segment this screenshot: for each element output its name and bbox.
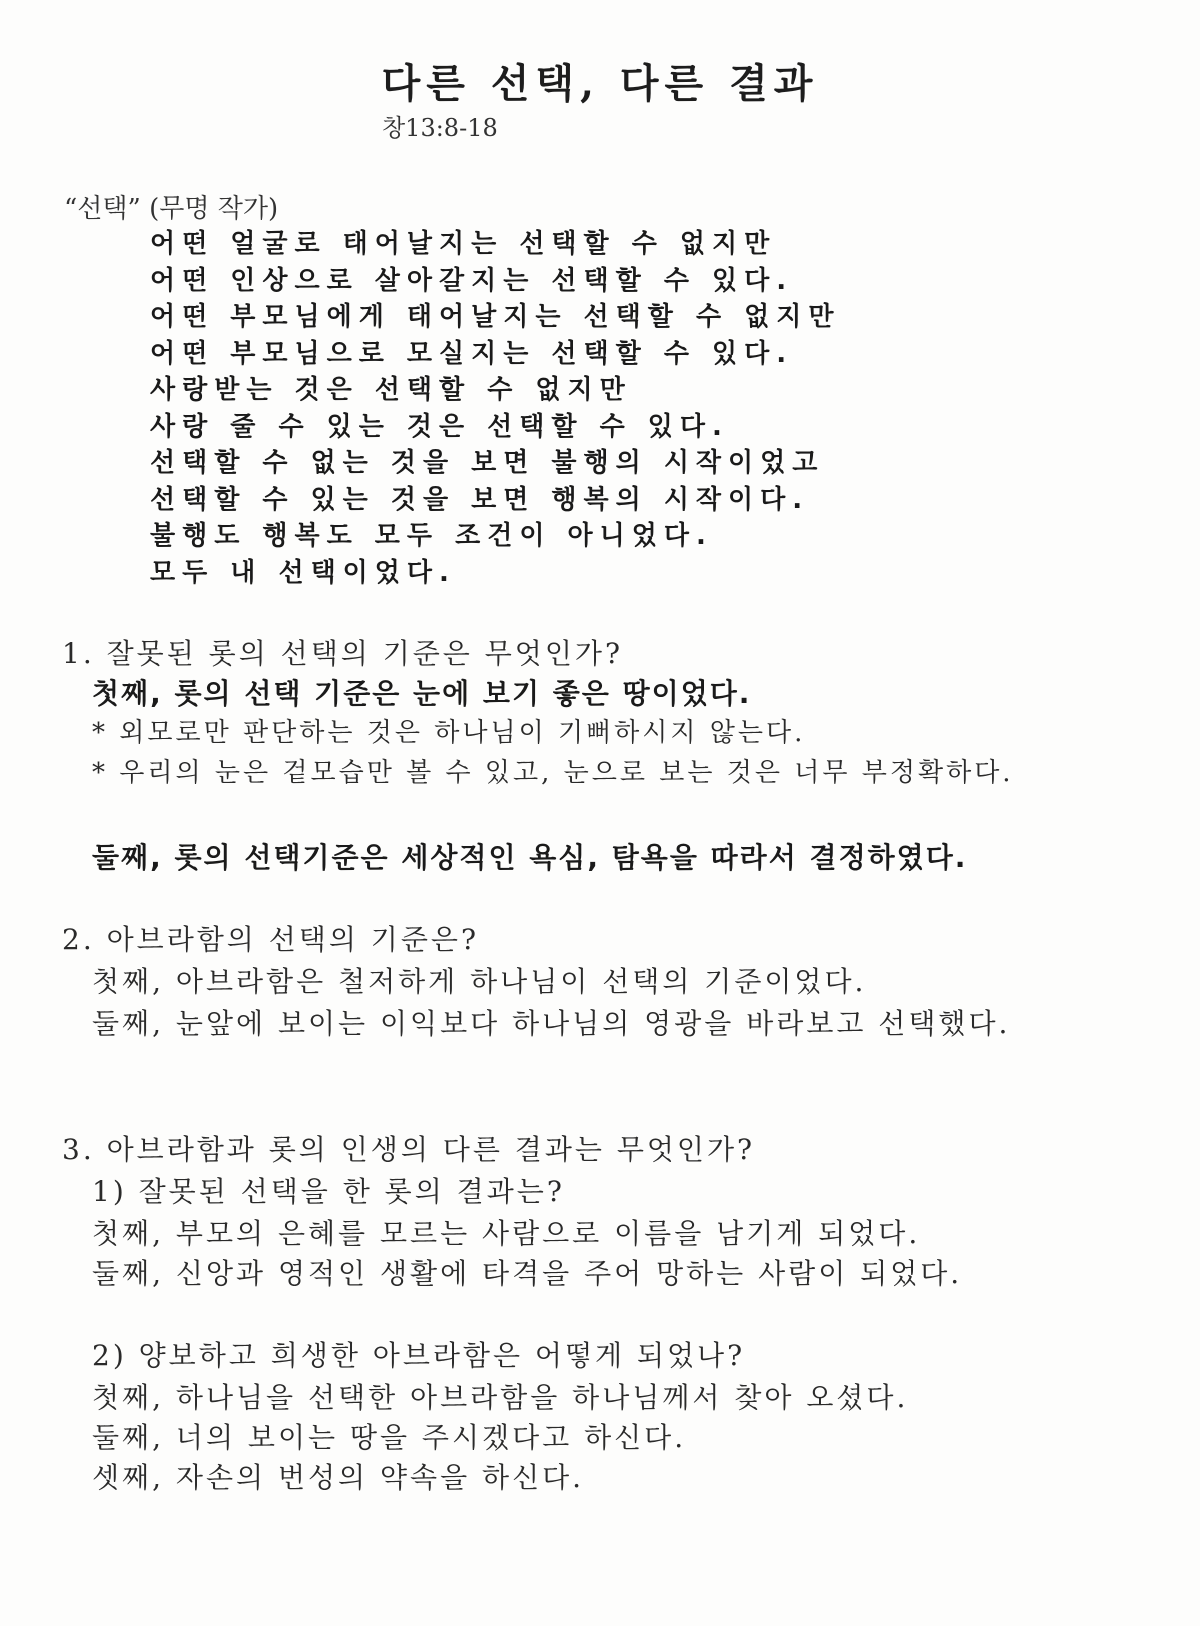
poem [150,226,840,591]
poem-heading: “선택” (무명 작가) [64,194,279,224]
poem-line: 불행도 행복도 모두 조건이 아니었다. [150,521,713,551]
section3-sub2-third: 셋째, 자손의 번성의 약속을 하신다. [92,1461,585,1494]
poem-line: 사랑받는 것은 선택할 수 없지만 [150,375,632,405]
section3-sub2-heading: 2) 양보하고 희생한 아브라함은 어떻게 되었나? [92,1339,746,1372]
poem-line: 모두 내 선택이었다. [150,557,456,588]
section1-second: 둘째, 롯의 선택기준은 세상적인 욕심, 탐욕을 따라서 결정하였다. [92,841,968,874]
section1-note1: * 외모로만 판단하는 것은 하나님이 기뻐하시지 않는다. [92,718,806,748]
section2-heading: 2. 아브라함의 선택의 기준은? [62,923,479,956]
section1-first: 첫째, 롯의 선택 기준은 눈에 보기 좋은 땅이었다. [92,677,752,710]
section3-sub1-heading: 1) 잘못된 선택을 한 롯의 결과는? [92,1175,565,1208]
page-title: 다른 선택, 다른 결과 [381,60,819,107]
poem-line: 어떤 부모님으로 모실지는 선택할 수 있다. [150,338,794,369]
scripture-reference: 창13:8-18 [382,114,498,142]
section2-second: 둘째, 눈앞에 보이는 이익보다 하나님의 영광을 바라보고 선택했다. [92,1007,1011,1040]
poem-line: 어떤 부모님에게 태어날지는 선택할 수 없지만 [150,302,841,332]
section2-first: 첫째, 아브라함은 철저하게 하나님이 선택의 기준이었다. [92,965,867,998]
section3-heading: 3. 아브라함과 롯의 인생의 다른 결과는 무엇인가? [62,1133,756,1166]
section3-sub1-second: 둘째, 신앙과 영적인 생활에 타격을 주어 망하는 사람이 되었다. [92,1257,963,1290]
section3-sub1-first: 첫째, 부모의 은혜를 모르는 사람으로 이름을 남기게 되었다. [92,1217,921,1250]
section1-heading: 1. 잘못된 롯의 선택의 기준은 무엇인가? [62,637,623,670]
poem-line: 선택할 수 있는 것을 보면 행복의 시작이다. [150,484,810,515]
section1-note2: * 우리의 눈은 겉모습만 볼 수 있고, 눈으로 보는 것은 너무 부정확하다. [92,758,1014,788]
poem-line: 선택할 수 없는 것을 보면 불행의 시작이었고 [150,448,825,478]
section3-sub2-first: 첫째, 하나님을 선택한 아브라함을 하나님께서 찾아 오셨다. [92,1381,909,1414]
poem-line: 사랑 줄 수 있는 것은 선택할 수 있다. [150,411,729,442]
poem-line: 어떤 얼굴로 태어날지는 선택할 수 없지만 [150,229,777,259]
poem-line: 어떤 인상으로 살아갈지는 선택할 수 있다. [150,265,794,296]
section3-sub2-second: 둘째, 너의 보이는 땅을 주시겠다고 하신다. [92,1421,687,1454]
